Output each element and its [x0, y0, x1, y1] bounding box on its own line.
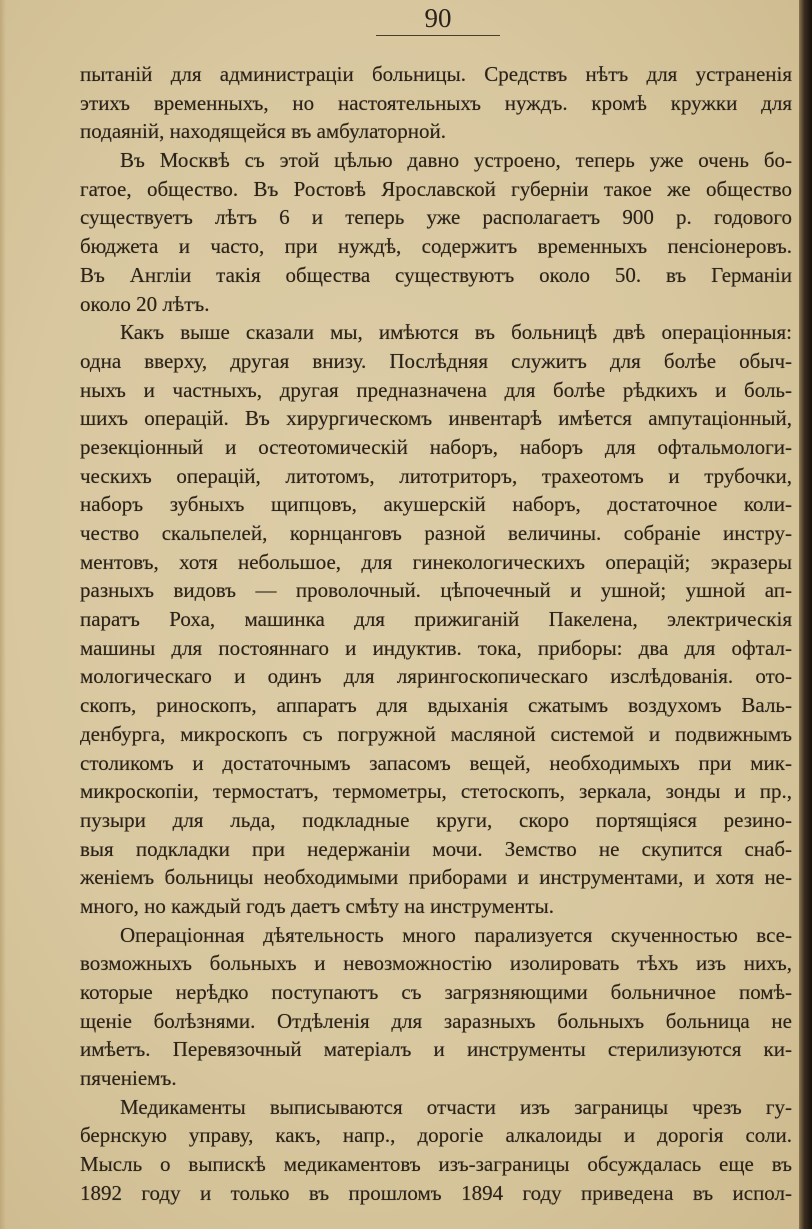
paragraph [80, 60, 792, 146]
text-line: одна вверху, другая внизу. Послѣдняя служитъ для болѣе обыч- [80, 348, 792, 373]
text-line: этихъ временныхъ, но настоятельныхъ нуждъ. кромѣ кружки для [80, 90, 792, 115]
text-line: ныхъ и частныхъ, другая предназначена для болѣе рѣдкихъ и боль- [80, 377, 792, 402]
text-line: Медикаменты выписываются отчасти изъ заграницы чрезъ гу- [120, 1094, 792, 1119]
text-line: разныхъ видовъ — проволочный. цѣпочечный и ушной; ушной ап- [80, 578, 792, 603]
text-line: женіемъ больницы необходимыми приборами и инструментами, и хотя не- [80, 865, 792, 890]
paragraph [80, 146, 792, 318]
text-line: шихъ операцій. Въ хирургическомъ инвентарѣ имѣется ампутаціонный, [80, 406, 792, 431]
text-line: пузыри для льда, подкладные круги, скоро портящіяся резино- [80, 807, 792, 832]
text-line: щеніе болѣзнями. Отдѣленія для заразныхъ больныхъ больница не [80, 1008, 792, 1033]
text-line: подаяній, находящейся въ амбулаторной. [80, 119, 447, 144]
text-line: бюджета и часто, при нуждѣ, содержитъ временныхъ пенсіонеровъ. [80, 234, 792, 259]
text-line: Какъ выше сказали мы, имѣются въ больницѣ двѣ операціонныя: [120, 320, 792, 345]
text-line: мологическаго и одинъ для лярингоскопическаго изслѣдованія. ото- [80, 664, 792, 689]
header-rule [376, 35, 500, 36]
text-line: паратъ Роха, машинка для прижиганій Пакелена, электрическія [80, 607, 792, 632]
text-line: около 20 лѣтъ. [80, 291, 210, 316]
paragraph [80, 1093, 792, 1208]
text-line: выя подкладки при недержаніи мочи. Земство не скупится снаб- [80, 836, 792, 861]
text-line: столикомъ и достаточнымъ запасомъ вещей, необходимыхъ при мик- [80, 750, 792, 775]
text-line: ческихъ операцій, литотомъ, литотриторъ, трахеотомъ и трубочки, [80, 463, 792, 488]
text-line: возможныхъ больныхъ и невозможностію изолировать тѣхъ изъ нихъ, [80, 951, 792, 976]
text-line: чество скальпелей, корнцанговъ разной величины. собраніе инстру- [80, 521, 792, 545]
paragraph [80, 921, 792, 1093]
text-line: которые нерѣдко поступаютъ съ загрязняющими больничное помѣ- [80, 980, 792, 1004]
text-line: ментовъ, хотя небольшое, для гинекологическихъ операцій; экразеры [80, 549, 792, 574]
text-line: существуетъ лѣтъ 6 и теперь уже располагаетъ 900 р. годового [80, 205, 792, 230]
text-line: Операціонная дѣятельность много парализуется скученностью все- [120, 922, 792, 947]
text-line: резекціонный и остеотомическій наборъ, наборъ для офтальмологи- [80, 434, 792, 459]
text-line: гатое, общество. Въ Ростовѣ Ярославской губерніи такое же общество [80, 176, 792, 201]
paragraph [80, 318, 792, 920]
page-number: 90 [424, 3, 452, 33]
text-line: бернскую управу, какъ, напр., дорогіе алкалоиды и дорогія соли. [80, 1123, 792, 1148]
text-line: Въ Англіи такія общества существуютъ около 50. въ Германіи [80, 262, 792, 287]
text-line: наборъ зубныхъ щипцовъ, акушерскій наборъ, достаточное коли- [80, 492, 792, 517]
text-line: много, но каждый годъ даетъ смѣту на инструменты. [80, 893, 555, 918]
text-line: пяченіемъ. [80, 1066, 177, 1091]
text-line: денбурга, микроскопъ съ погружной масляной системой и подвижнымъ [80, 721, 792, 746]
book-binding-edge [799, 0, 812, 1229]
text-line: микроскопіи, термостатъ, термометры, стетоскопъ, зеркала, зонды и пр., [80, 779, 792, 804]
text-line: скопъ, риноскопъ, аппаратъ для вдыханія сжатымъ воздухомъ Валь- [80, 693, 792, 718]
text-line: имѣетъ. Перевязочный матеріалъ и инструменты стерилизуются ки- [80, 1037, 792, 1062]
text-line: Въ Москвѣ съ этой цѣлью давно устроено, теперь уже очень бо- [120, 148, 792, 173]
text-line: 1892 году и только въ прошломъ 1894 году приведена въ испол- [80, 1180, 792, 1205]
text-line: Мысль о выпискѣ медикаментовъ изъ-заграницы обсуждалась еще въ [80, 1152, 792, 1177]
page-left-edge [0, 0, 6, 1229]
body-text [80, 60, 792, 1208]
text-line: машины для постояннаго и индуктив. тока, приборы: два для офтал- [80, 635, 792, 660]
text-line: пытаній для администраціи больницы. Средствъ нѣтъ для устраненія [80, 62, 792, 86]
